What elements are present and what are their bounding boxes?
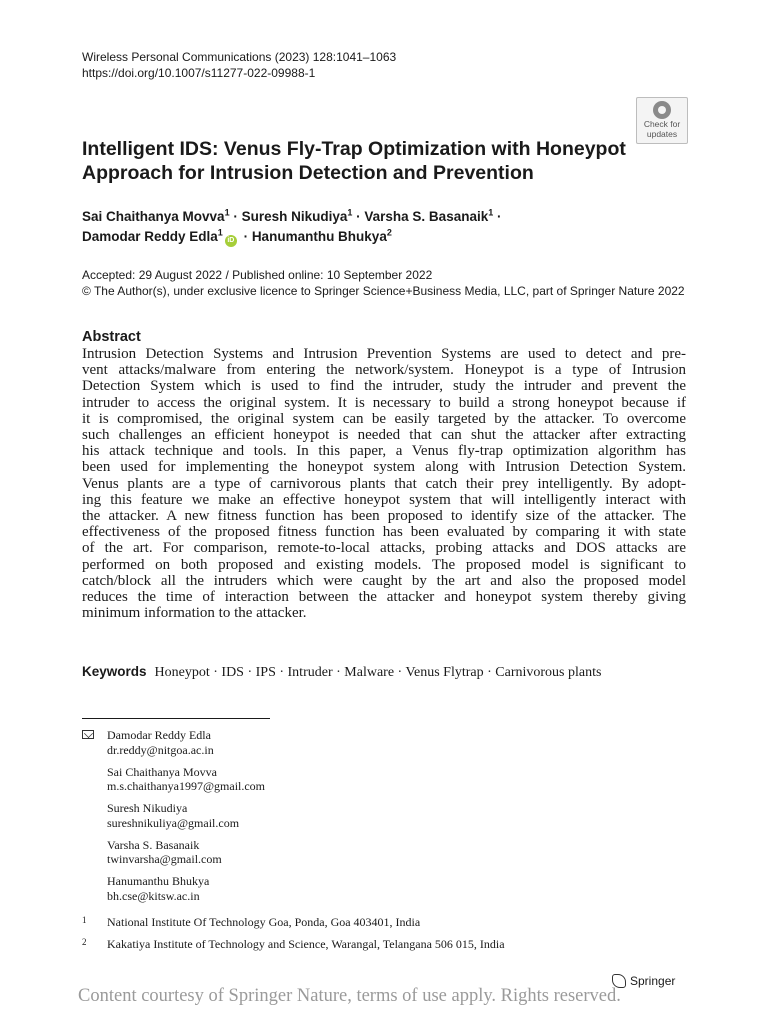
- courtesy-notice: Content courtesy of Springer Nature, terms of use apply. Rights reserved.: [78, 986, 621, 1006]
- keywords: [82, 664, 601, 681]
- publication-dates: [82, 267, 685, 299]
- author-affil-ref: 2: [386, 227, 392, 238]
- author-line-2: [82, 227, 501, 247]
- contact-entry: [107, 838, 265, 867]
- doi-link[interactable]: https://doi.org/10.1007/s11277-022-09988-1: [82, 66, 316, 80]
- author-separator: ·: [493, 209, 502, 224]
- publisher-logo: [612, 974, 675, 988]
- copyright-notice: © The Author(s), under exclusive licence to Springer Science+Business Media, LLC, part of Springer Nature 2022: [82, 284, 685, 298]
- author-affil-ref: 1: [488, 207, 494, 218]
- keywords-list: Honeypot · IDS · IPS · Intruder · Malware · Venus Flytrap · Carnivorous plants: [154, 665, 602, 680]
- keywords-label: Keywords: [82, 664, 147, 679]
- abstract-line: effectiveness of the proposed fitness function has been evaluated by comparing it with state: [82, 524, 686, 541]
- author-separator: ·: [239, 229, 252, 244]
- author-affil-ref: 1: [224, 207, 230, 218]
- author-affil-ref: 1: [217, 227, 223, 238]
- abstract-line: been used for implementing the honeypot system along with Intrusion Detection System.: [82, 459, 686, 476]
- title-line-2: Approach for Intrusion Detection and Prevention: [82, 162, 534, 184]
- envelope-icon: [82, 730, 94, 739]
- author-line-1: [82, 207, 501, 227]
- author-name[interactable]: Suresh Nikudiya: [241, 209, 348, 224]
- contact-name: Hanumanthu Bhukya: [107, 874, 210, 888]
- contact-email[interactable]: bh.cse@kitsw.ac.in: [107, 888, 200, 903]
- abstract-line: performed on both proposed and existing models. The proposed model is significant to: [82, 556, 686, 573]
- author-name[interactable]: Hanumanthu Bhukya: [251, 229, 387, 244]
- update-check-icon: [653, 101, 671, 119]
- abstract-line: catch/block all the intruders which were caught by the art and also the proposed model: [82, 572, 686, 589]
- contact-entry: [107, 874, 265, 903]
- contact-name: Suresh Nikudiya: [107, 801, 188, 815]
- author-contacts: [107, 728, 265, 911]
- author-separator: ·: [352, 209, 365, 224]
- abstract-line: vent attacks/malware from entering the network/system. Honeypot is a type of Intrusion: [82, 362, 686, 379]
- abstract-line: Venus plants are a type of carnivorous plants that catch their prey intelligently. By adopt-: [82, 475, 686, 492]
- contact-entry: [107, 801, 265, 830]
- contact-name: Varsha S. Basanaik: [107, 837, 200, 852]
- affiliation-1: [82, 915, 420, 930]
- author-separator: ·: [229, 209, 242, 224]
- affiliation-number: 1: [82, 915, 87, 925]
- abstract-body: [82, 346, 686, 621]
- title-line-1: Intelligent IDS: Venus Fly-Trap Optimization with Honeypot: [82, 138, 626, 160]
- abstract-line: of the art. For comparison, remote-to-local attacks, probing attacks and DOS attacks are: [82, 540, 686, 557]
- journal-header: [82, 49, 396, 81]
- author-name[interactable]: Damodar Reddy Edla: [82, 229, 218, 244]
- affiliation-text: Kakatiya Institute of Technology and Science, Warangal, Telangana 506 015, India: [107, 937, 505, 951]
- check-for-updates-badge[interactable]: [636, 97, 688, 144]
- abstract-line: reduces the time of interaction between the attacker and honeypot system thereby giving: [82, 589, 686, 606]
- affiliation-2: [82, 937, 505, 952]
- orcid-icon[interactable]: iD: [225, 235, 237, 247]
- abstract-line: Detection System which is used to find the intruder, study the intruder and prevent the: [82, 378, 686, 395]
- publisher-name: Springer: [630, 974, 676, 988]
- author-affil-ref: 1: [347, 207, 353, 218]
- contact-entry: [107, 728, 265, 757]
- abstract-line: ing this feature we make an effective honeypot system that will intelligently interact with: [82, 491, 686, 508]
- journal-citation: Wireless Personal Communications (2023) 128:1041–1063: [82, 50, 397, 64]
- footnote-rule: [82, 718, 270, 719]
- author-name[interactable]: Sai Chaithanya Movva: [82, 209, 225, 224]
- author-list: [82, 207, 501, 247]
- abstract-line: such challenges an efficient honeypot is needed that can shut the attacker after extracting: [82, 427, 686, 444]
- abstract-heading: Abstract: [82, 329, 141, 345]
- affiliation-text: National Institute Of Technology Goa, Ponda, Goa 403401, India: [107, 915, 421, 929]
- accepted-published-dates: Accepted: 29 August 2022 / Published online: 10 September 2022: [82, 268, 433, 282]
- abstract-line: Intrusion Detection Systems and Intrusion Prevention Systems are used to detect and pre-: [82, 346, 686, 362]
- paper-title: [82, 137, 642, 185]
- contact-name: Sai Chaithanya Movva: [107, 764, 217, 779]
- contact-email[interactable]: dr.reddy@nitgoa.ac.in: [107, 742, 214, 757]
- abstract-line: intruder to access the original system. It is necessary to build a strong honeypot because if: [82, 394, 686, 411]
- abstract-line: the attacker. A new fitness function has been proposed to identify size of the attacker. The: [82, 508, 686, 525]
- abstract-line: his attack technique and tools. In this paper, a Venus fly-trap optimization algorithm has: [82, 443, 686, 460]
- badge-line1: Check for: [643, 119, 681, 129]
- contact-name: Damodar Reddy Edla: [107, 728, 211, 742]
- contact-entry: [107, 765, 265, 794]
- abstract-line: it is compromised, the original system can be easily targeted by the attacker. To overcome: [82, 410, 686, 427]
- contact-email[interactable]: twinvarsha@gmail.com: [107, 852, 222, 866]
- abstract-line: minimum information to the attacker.: [82, 605, 307, 622]
- affiliation-number: 2: [82, 937, 87, 947]
- author-name[interactable]: Varsha S. Basanaik: [364, 209, 489, 224]
- contact-email[interactable]: sureshnikuliya@gmail.com: [107, 815, 240, 830]
- contact-email[interactable]: m.s.chaithanya1997@gmail.com: [107, 779, 266, 793]
- badge-line2: updates: [646, 129, 678, 139]
